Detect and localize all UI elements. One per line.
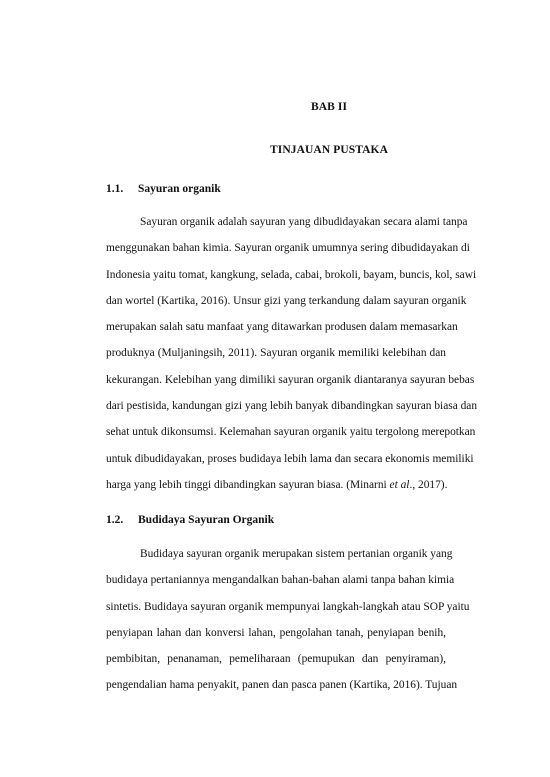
chapter-number: BAB II bbox=[310, 101, 348, 113]
paragraph-line: produknya (Muljaningsih, 2011). Sayuran organik memiliki kelebihan dan bbox=[106, 347, 446, 360]
paragraph-line: Sayuran organik adalah sayuran yang dibudidayakan secara alami tanpa bbox=[140, 216, 468, 228]
paragraph-line: sehat untuk dikonsumsi. Kelemahan sayuran organik yaitu tergolong merepotkan bbox=[106, 426, 476, 439]
section-1-1-paragraph bbox=[106, 209, 478, 498]
text-segment: ., 2017). bbox=[409, 478, 448, 491]
paragraph-line: menggunakan bahan kimia. Sayuran organik umumnya sering dibudidayakan di bbox=[106, 242, 470, 255]
paragraph-line: Budidaya sayuran organik merupakan sistem pertanian organik yang bbox=[140, 548, 453, 560]
section-number: 1.2. bbox=[106, 514, 124, 526]
paragraph-line: kekurangan. Kelebihan yang dimiliki sayuran organik diantaranya sayuran bebas bbox=[106, 373, 475, 386]
paragraph-line: dan wortel (Kartika, 2016). Unsur gizi yang terkandung dalam sayuran organik bbox=[106, 294, 467, 307]
section-title: Budidaya Sayuran Organik bbox=[138, 514, 275, 526]
section-1-2-paragraph bbox=[106, 541, 470, 699]
paragraph-line: penyiapan lahan dan konversi lahan, pengolahan tanah, penyiapan benih, bbox=[106, 626, 446, 639]
paragraph-line: pembibitan, penanaman, pemeliharaan (pemupukan dan penyiraman), bbox=[106, 653, 446, 666]
paragraph-line: sintetis. Budidaya sayuran organik mempunyai langkah-langkah atau SOP yaitu bbox=[106, 600, 470, 613]
paragraph-line: budidaya pertaniannya mengandalkan bahan-bahan alami tanpa bahan kimia bbox=[106, 574, 455, 587]
text-segment: harga yang lebih tinggi dibandingkan sayuran biasa. (Minarni bbox=[106, 478, 390, 491]
paragraph-last-line bbox=[106, 472, 446, 498]
italic-citation: et al bbox=[389, 478, 410, 491]
paragraph-line: dari pestisida, kandungan gizi yang lebih banyak dibandingkan sayuran biasa dan bbox=[106, 400, 478, 413]
paragraph-line: Indonesia yaitu tomat, kangkung, selada, cabai, brokoli, bayam, buncis, kol, sawi bbox=[106, 268, 477, 281]
section-title: Sayuran organik bbox=[138, 183, 221, 195]
paragraph-line: untuk dibudidayakan, proses budidaya lebih lama dan secara ekonomis memiliki bbox=[106, 452, 474, 465]
section-number: 1.1. bbox=[106, 183, 124, 195]
paragraph-line: merupakan salah satu manfaat yang ditawarkan produsen dalam memasarkan bbox=[106, 321, 458, 334]
chapter-title: TINJAUAN PUSTAKA bbox=[270, 144, 388, 156]
section-heading-1-2 bbox=[106, 514, 274, 526]
paragraph-line: pengendalian hama penyakit, panen dan pasca panen (Kartika, 2016). Tujuan bbox=[106, 679, 458, 692]
section-heading-1-1 bbox=[106, 183, 221, 195]
